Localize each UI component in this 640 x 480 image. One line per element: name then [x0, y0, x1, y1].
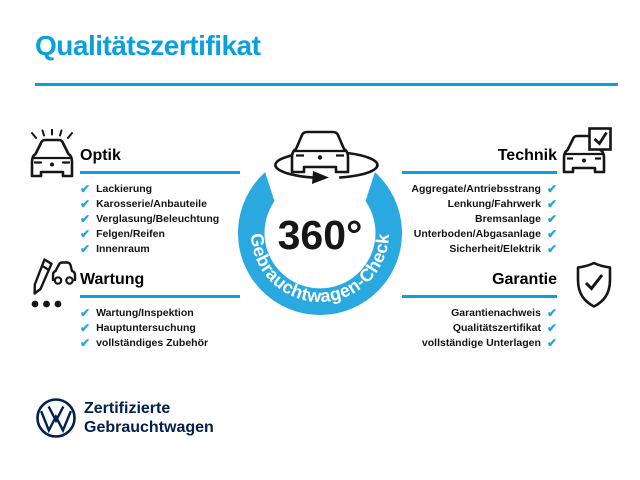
check-item-label: Lenkung/Fahrwerk [447, 197, 541, 210]
check-icon: ✔ [546, 211, 557, 226]
check-item-label: vollständiges Zubehör [96, 336, 209, 349]
vw-logo [34, 396, 78, 440]
check-icon: ✔ [80, 335, 91, 350]
check-item [402, 181, 557, 196]
check-item [402, 211, 557, 226]
check-item [80, 181, 240, 196]
section-optik [80, 147, 240, 256]
check-icon: ✔ [546, 226, 557, 241]
check-item [80, 335, 240, 350]
section-heading: Technik [497, 147, 557, 164]
check-list [402, 305, 557, 350]
check-item [80, 320, 240, 335]
check-icon: ✔ [80, 196, 91, 211]
check-item-label: Verglasung/Beleuchtung [96, 212, 220, 225]
check-list [402, 181, 557, 256]
check-icon: ✔ [546, 320, 557, 335]
360-check-graphic [225, 120, 415, 320]
arrowhead-icon [312, 171, 329, 184]
check-item [80, 211, 240, 226]
check-icon: ✔ [546, 335, 557, 350]
check-icon: ✔ [80, 241, 91, 256]
section-heading: Wartung [80, 271, 145, 288]
check-icon: ✔ [80, 320, 91, 335]
check-icon: ✔ [80, 211, 91, 226]
car-front-shine-icon [28, 129, 76, 181]
check-item-label: Garantienachweis [451, 306, 541, 319]
brand-line-1: Zertifizierte [84, 400, 171, 417]
check-item [80, 305, 240, 320]
check-list [80, 181, 240, 256]
check-icon: ✔ [546, 241, 557, 256]
section-divider [80, 171, 240, 174]
check-icon: ✔ [546, 305, 557, 320]
check-item-label: Wartung/Inspektion [96, 306, 194, 319]
shield-check-icon [574, 261, 614, 309]
check-icon: ✔ [80, 181, 91, 196]
check-item-label: Sicherheit/Elektrik [449, 242, 541, 255]
check-item [402, 305, 557, 320]
check-item [80, 196, 240, 211]
section-heading: Optik [80, 147, 121, 164]
section-heading: Garantie [492, 271, 557, 288]
section-divider [80, 295, 240, 298]
check-item [402, 335, 557, 350]
section-garantie [402, 271, 557, 350]
car-checkbox-icon [562, 127, 614, 177]
check-item-label: vollständige Unterlagen [421, 336, 541, 349]
section-technik [402, 147, 557, 256]
check-item-label: Hauptuntersuchung [96, 321, 196, 334]
ring-label: Gebrauchtwagen-Check [246, 232, 394, 307]
brand-text [84, 399, 214, 437]
check-item-label: Bremsanlage [474, 212, 541, 225]
section-divider [402, 171, 557, 174]
car-front-rotate-icon [292, 132, 348, 172]
check-item [402, 196, 557, 211]
check-list [80, 305, 240, 350]
check-item [80, 226, 240, 241]
check-icon: ✔ [80, 305, 91, 320]
check-item [402, 241, 557, 256]
check-item-label: Unterboden/Abgasanlage [413, 227, 541, 240]
check-item [80, 241, 240, 256]
title-divider [35, 83, 618, 86]
degree-label: 360° [277, 212, 363, 258]
section-wartung [80, 271, 240, 350]
check-icon: ✔ [546, 181, 557, 196]
section-divider [402, 295, 557, 298]
service-checklist-icon [27, 257, 77, 311]
check-item-label: Aggregate/Antriebsstrang [411, 182, 541, 195]
check-item-label: Felgen/Reifen [96, 227, 165, 240]
brand-line-2: Gebrauchtwagen [84, 419, 214, 436]
check-icon: ✔ [546, 196, 557, 211]
check-item-label: Lackierung [96, 182, 153, 195]
check-item [402, 226, 557, 241]
page-title: Qualitätszertifikat [35, 30, 261, 61]
check-item-label: Qualitätszertifikat [452, 321, 541, 334]
check-item [402, 320, 557, 335]
check-item-label: Innenraum [96, 242, 150, 255]
check-icon: ✔ [80, 226, 91, 241]
check-item-label: Karosserie/Anbauteile [96, 197, 207, 210]
